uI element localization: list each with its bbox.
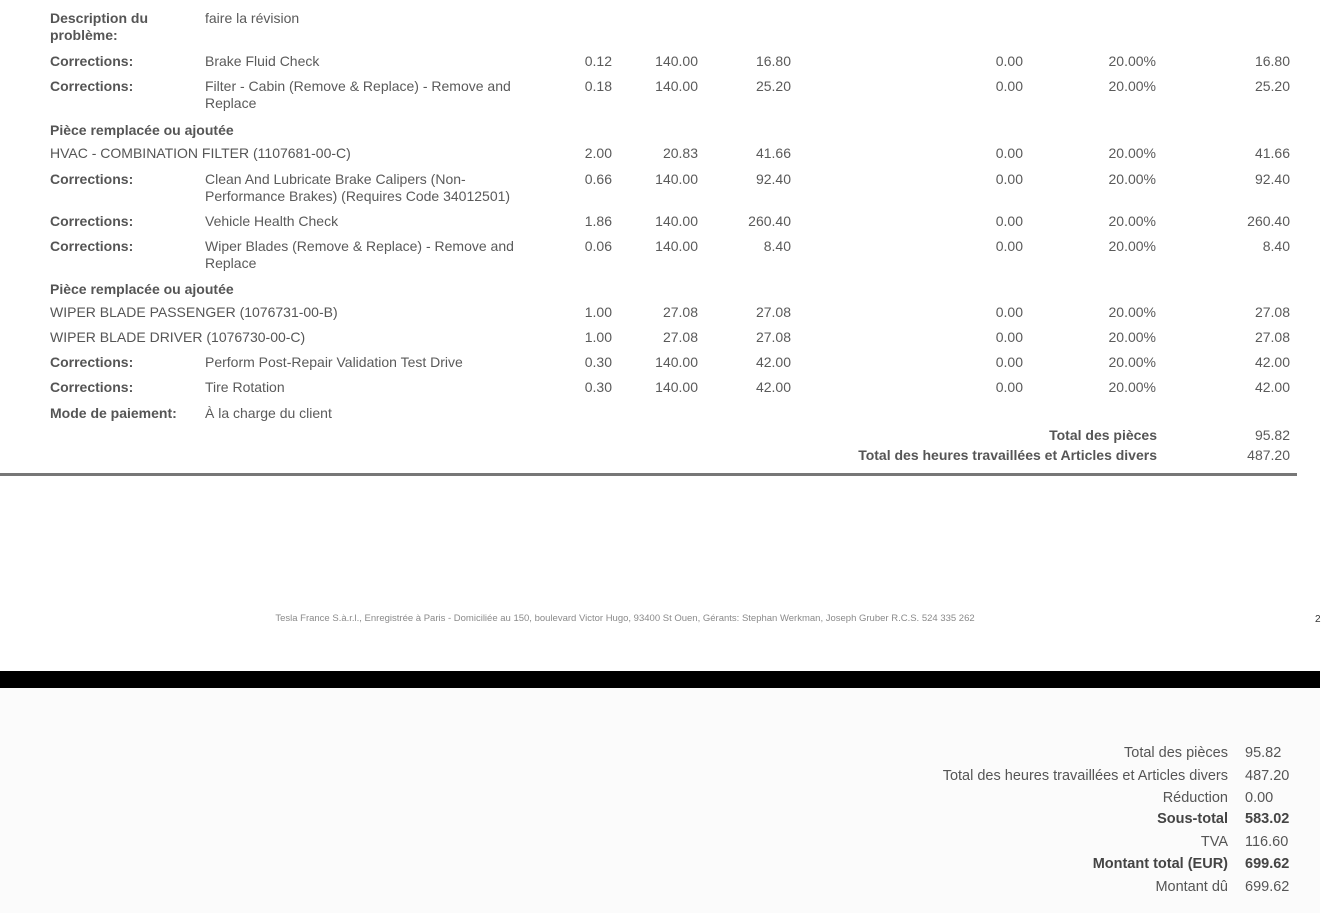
line-tax-rate: 20.00% [1108,145,1156,161]
line-amount: 25.20 [755,78,791,94]
summary-label: TVA [1200,834,1228,850]
part-description: WIPER BLADE DRIVER (1076730-00-C) [50,329,306,345]
part-description: HVAC - COMBINATION FILTER (1107681-00-C) [50,145,351,161]
line-rate: 140.00 [655,354,698,370]
line-description: Wiper Blades (Remove & Replace) - Remove and Replace [205,238,514,271]
summary-value: 95.82 [1245,745,1282,761]
line-qty: 2.00 [584,145,612,161]
line-description: Filter - Cabin (Remove & Replace) - Remove and Replace [205,78,511,111]
line-discount: 0.00 [995,238,1023,254]
summary-label: Montant dû [1155,879,1228,895]
summary-label: Sous-total [1157,811,1228,827]
line-qty: 0.06 [584,238,612,254]
line-total: 41.66 [1254,145,1290,161]
line-amount: 27.08 [755,304,791,320]
line-label: Corrections: [50,171,134,187]
line-description: Perform Post-Repair Validation Test Drive [205,354,463,370]
line-amount: 42.00 [755,379,791,395]
line-label: Corrections: [50,238,134,254]
line-description: Clean And Lubricate Brake Calipers (Non-Performance Brakes) (Requires Code 34012501) [205,171,511,204]
line-label: Corrections: [50,379,134,395]
line-qty: 0.30 [584,354,612,370]
line-tax-rate: 20.00% [1108,53,1156,69]
line-description: Vehicle Health Check [205,213,339,229]
summary-label: Total des pièces [1124,745,1228,761]
line-tax-rate: 20.00% [1108,379,1156,395]
payment-label: Mode de paiement: [50,405,177,421]
problem-value: faire la révision [205,10,300,26]
line-total: 8.40 [1262,238,1290,254]
line-tax-rate: 20.00% [1108,238,1156,254]
line-discount: 0.00 [995,53,1023,69]
line-rate: 27.08 [662,304,698,320]
line-total: 42.00 [1254,379,1290,395]
summary-label: Réduction [1162,790,1228,806]
line-discount: 0.00 [995,304,1023,320]
summary-value: 583.02 [1245,811,1290,827]
line-total: 27.08 [1254,329,1290,345]
line-rate: 140.00 [655,379,698,395]
line-tax-rate: 20.00% [1108,78,1156,94]
line-label: Corrections: [50,213,134,229]
line-amount: 27.08 [755,329,791,345]
line-total: 92.40 [1254,171,1290,187]
line-description: Tire Rotation [205,379,285,395]
line-discount: 0.00 [995,171,1023,187]
summary-value: 699.62 [1245,856,1290,872]
summary-label: Montant total (EUR) [1092,856,1228,872]
labor-total-value: 487.20 [1247,447,1290,463]
line-rate: 20.83 [662,145,698,161]
line-rate: 140.00 [655,238,698,254]
part-description: WIPER BLADE PASSENGER (1076731-00-B) [50,304,338,320]
line-rate: 140.00 [655,171,698,187]
line-total: 16.80 [1254,53,1290,69]
line-qty: 1.00 [584,304,612,320]
summary-label: Total des heures travaillées et Articles divers [942,768,1228,784]
page-number: 2 [1315,614,1321,625]
line-amount: 41.66 [755,145,791,161]
summary-value: 487.20 [1245,768,1290,784]
line-qty: 0.66 [584,171,612,187]
line-amount: 260.40 [748,213,791,229]
line-total: 260.40 [1247,213,1290,229]
summary-panel [0,688,1320,913]
line-discount: 0.00 [995,78,1023,94]
line-qty: 0.12 [584,53,612,69]
line-label: Corrections: [50,354,134,370]
payment-value: À la charge du client [205,405,332,421]
line-total: 42.00 [1254,354,1290,370]
page-separator [0,671,1320,688]
line-discount: 0.00 [995,213,1023,229]
line-discount: 0.00 [995,329,1023,345]
line-qty: 1.00 [584,329,612,345]
line-rate: 140.00 [655,53,698,69]
line-qty: 0.30 [584,379,612,395]
line-discount: 0.00 [995,145,1023,161]
summary-value: 699.62 [1245,879,1290,895]
line-amount: 42.00 [755,354,791,370]
line-amount: 8.40 [763,238,791,254]
labor-total-label: Total des heures travaillées et Articles divers [858,447,1157,463]
legal-footer: Tesla France S.à.r.l., Enregistrée à Paris - Domiciliée au 150, boulevard Victor Hugo, 93400 St Ouen, Gérants: Stephan Werkman, Joseph Gruber R.C.S. 524 335 262 [275,613,975,624]
line-rate: 140.00 [655,213,698,229]
line-tax-rate: 20.00% [1108,329,1156,345]
line-description: Brake Fluid Check [205,53,320,69]
line-discount: 0.00 [995,379,1023,395]
line-qty: 1.86 [584,213,612,229]
line-total: 27.08 [1254,304,1290,320]
section-header-parts: Pièce remplacée ou ajoutée [50,122,234,138]
parts-total-label: Total des pièces [1049,427,1157,443]
line-discount: 0.00 [995,354,1023,370]
parts-total-value: 95.82 [1254,427,1290,443]
line-qty: 0.18 [584,78,612,94]
line-tax-rate: 20.00% [1108,171,1156,187]
summary-value: 116.60 [1245,834,1289,850]
line-rate: 27.08 [662,329,698,345]
line-total: 25.20 [1254,78,1290,94]
section-header-parts: Pièce remplacée ou ajoutée [50,281,234,297]
summary-value: 0.00 [1245,790,1274,806]
problem-label: Description du problème: [50,10,149,43]
line-tax-rate: 20.00% [1108,354,1156,370]
divider-line [0,473,1297,476]
line-label: Corrections: [50,78,134,94]
line-tax-rate: 20.00% [1108,213,1156,229]
line-label: Corrections: [50,53,134,69]
line-amount: 92.40 [755,171,791,187]
line-rate: 140.00 [655,78,698,94]
line-tax-rate: 20.00% [1108,304,1156,320]
line-amount: 16.80 [755,53,791,69]
